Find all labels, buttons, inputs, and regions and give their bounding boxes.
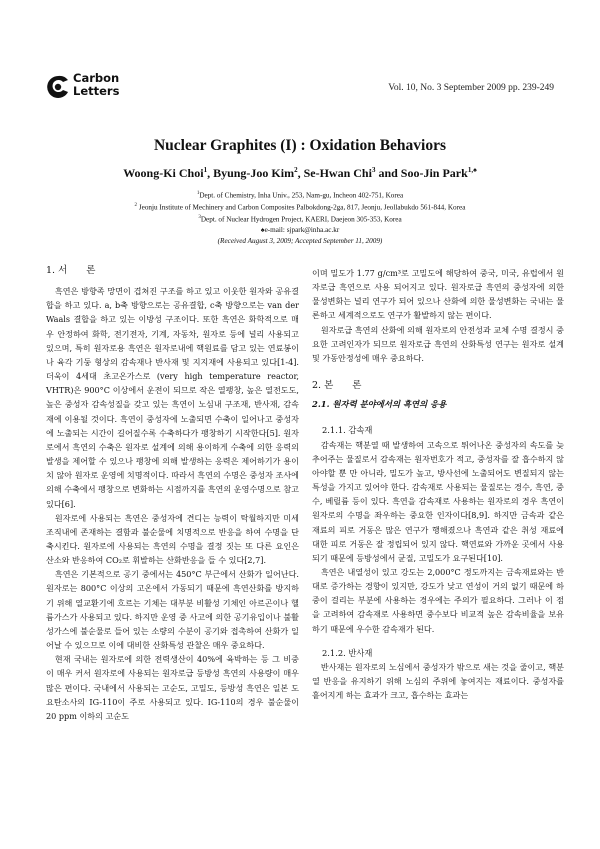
volume-info: Vol. 10, No. 3 September 2009 pp. 239-249 — [388, 83, 554, 93]
author-name: Woong-Ki Choi — [123, 166, 204, 180]
author-sup: 2 — [294, 166, 298, 174]
right-column — [312, 266, 564, 702]
logo-text — [73, 72, 119, 98]
paragraph: 현재 국내는 원자로에 의한 전력생산이 40%에 육박하는 등 그 비중이 매우 커서 원자로에 사용되는 원자로급 등방성 흑연의 사용량이 매우 많은 편이다. 국내에서 사용되는 고순도, 고밀도, 등방성 흑연은 일본 도요탄소사의 IG-110이 주로 사용되고 있다. IG-110의 경우 불순물이 20 ppm 이하의 고순도 — [46, 654, 299, 721]
paragraph: 흑연은 방향족 망면이 겹쳐진 구조를 하고 있고 이웃한 원자와 공유결합을 하고 있다. a, b축 방향으로는 공유결합, c축 방향으로는 van der Waals 결합을 하고 있는 이방성 구조이다. 또한 흑연은 화학적으로 매우 안정하여 화학, 전기전자, 기계, 자동차, 원자로 등에 널리 사용되고 있으며, 특히 원자로용 흑연은 원자로내에 핵원료를 담고 있는 연료봉이나 육각 기둥 형상의 감속재나 반사재 및 지지재에 사용되고 있다[1-4]. 더욱이 4세대 초고온가스로 (very high temperature reactor, VHTR)은 900°C 이상에서 운전이 되므로 작은 열팽창, 높은 열전도도, 높은 중성자 감속성질을 갖고 있는 흑연이 노심내 구조재, 반사재, 감속재에 이용될 것이다. 흑연이 중성자에 노출되면 수축이 일어나고 중성자에 노출되는 시간이 길어질수록 수축하다가 팽창하기 시작한다[5]. 원자로에서 흑연의 수축은 원자로 설계에 의해 용이하게 수축에 의한 응력의 발생을 제어할 수 있으나 팽창에 의해 발생하는 응력은 제어하기가 용이치 않아 원자로 운영에 치명적이다. 따라서 흑연의 수명은 중성자 조사에 의해 수축에서 팽창으로 변화하는 시점까지를 흑연의 운영수명으로 참고 있다[6]. — [46, 286, 299, 509]
paragraph: 원자로급 흑연의 산화에 의해 원자로의 안전성과 교체 수명 결정시 중요한 고려인자가 되므로 원자로급 흑연의 산화특성 연구는 원자로 설계 및 가동안정성에 매우 중요하다. — [312, 324, 564, 363]
section-heading: 1. 서 론 — [46, 265, 96, 276]
author-sup: 1,♠ — [467, 166, 477, 174]
affiliation — [0, 213, 600, 225]
paragraph: 흑연은 내열성이 있고 강도는 2,000°C 정도까지는 금속재료와는 반대로 증가하는 경향이 있지만, 강도가 낮고 연성이 거의 없기 때문에 하중이 걸리는 부분에 사용하는 경우에는 주의가 필요하다. 그러나 이 점을 고려하여 감속재로 사용하면 중수보다 비교적 높은 감속비율을 보유하기 때문에 우수한 감속재가 된다. — [312, 566, 564, 634]
logo-line2: Letters — [73, 84, 120, 98]
author-sup: 3 — [371, 166, 376, 174]
author-sup: 1 — [203, 166, 208, 174]
author-name: Byung-Joo Kim — [213, 166, 295, 180]
affiliation — [0, 189, 600, 201]
subsubsection-heading: 2.1.2. 반사재 — [322, 647, 373, 658]
affiliation-sup: 2 — [134, 202, 138, 208]
paragraph: 감속재는 핵분열 때 발생하여 고속으로 튀어나온 중성자의 속도를 늦추어주는 물질로서 감속재는 원자번호가 적고, 중성자를 잘 흡수하지 않아야할 뿐 만 아니라, 밀도가 높고, 방사선에 노출되어도 변질되지 않는 특성을 가지고 있어야 한다. 감속재로 사용되는 물질로는 경수, 흑연, 중수, 베릴륨 등이 있다. 흑연을 감속재로 사용하는 원자로의 경우 흑연이 원자로의 수명을 좌우하는 중요한 인자이다[8,9]. 하지만 금속과 같은 재료의 피로 거동은 많은 연구가 행해졌으나 흑연과 같은 취성 재료에 대한 피로 거동은 잘 정립되어 있지 않다. 핵연료와 가까운 곳에서 사용되기 때문에 등방성에서 균질, 고밀도가 요구된다[10]. — [312, 439, 564, 563]
journal-logo — [46, 71, 120, 104]
carbon-logo-icon — [46, 74, 70, 100]
email: ♠e-mail: sjpark@inha.ac.kr — [260, 225, 340, 234]
paragraph: 원자로에 사용되는 흑연은 중성자에 견디는 능력이 탁월하지만 미세조직내에 존재하는 결함과 불순물에 치명적으로 반응을 하여 수명을 단축시킨다. 원자로에 사용되는 흑연의 수명을 결정 짓는 또 다른 요인은 산소와 반응하여 CO₂로 휘발하는 산화반응을 들 수 있다[2,7]. — [46, 512, 299, 566]
paper-title: Nuclear Graphites (I) : Oxidation Behaviors — [153, 137, 447, 154]
subsection-heading: 2.1. 원자력 분야에서의 흑연의 응용 — [312, 399, 447, 410]
affiliation-sup: 1 — [196, 191, 200, 196]
affiliation-text: Dept. of Nuclear Hydrogen Project, KAERI, Daejeon 305-353, Korea — [200, 215, 402, 224]
received-dates: (Received August 3, 2009; Accepted September 11, 2009) — [217, 236, 383, 245]
affiliation-text: Dept. of Chemistry, Inha Univ., 253, Nam-gu, Incheon 402-751, Korea — [199, 191, 404, 200]
paragraph: 이며 밀도가 1.77 g/cm³로 고밀도에 해당하여 중국, 미국, 유럽에서 원자로급 흑연으로 사용 되어지고 있다. 원자로급 흑연의 중성자에 의한 물성변화는 널리 연구가 되어 있으나 산화에 의한 물성변화는 국내는 물론하고 세계적으로도 연구가 활발하지 않는 편이다. — [312, 268, 564, 321]
affiliation — [0, 201, 600, 213]
section-heading: 2. 본 론 — [312, 380, 362, 392]
author-list: Woong-Ki Choi$^1$, Byung-Joo Kim$^2$, Se-Hwan Chi$^3$ and Soo-Jin Park$^{1,♠}$ — [123, 166, 477, 180]
paragraph: 흑연은 기본적으로 공기 중에서는 450°C 부근에서 산화가 일어난다. 원자로는 800°C 이상의 고온에서 가동되기 때문에 흑연산화를 방지하기 위해 열교환기에 흐르는 기체는 대부분 비활성 기체인 아르곤이나 헬륨가스가 사용되고 있다. 하지만 운영 중 사고에 의한 공기유입이나 불활성가스에 불순물로 들어 있는 소량의 수분이 공기와 접촉하여 산화가 일어날 수 있으므로 이에 대비한 산화특성 관찰은 매우 중요하다. — [46, 569, 299, 651]
subsubsection-heading: 2.1.1. 감속재 — [322, 425, 373, 436]
logo-line1: Carbon — [73, 71, 120, 85]
affiliation-text: Jeonju Institute of Mechinery and Carbon Composites Palbokdong-2ga, 817, Jeonju, Jeollabukdo 561-844, Korea — [137, 203, 466, 212]
author-name: Se-Hwan Chi — [303, 166, 372, 180]
left-column — [46, 264, 299, 723]
paragraph: 반사재는 원자로의 노심에서 중성자가 밖으로 새는 것을 줄이고, 핵분열 반응을 유지하기 위해 노심의 주위에 놓여지는 재료이다. 중성자를 흩어지게 하는 효과가 크고, 흡수하는 효과는 — [312, 661, 564, 701]
author-name: Soo-Jin Park — [400, 166, 468, 180]
affiliations — [0, 189, 600, 246]
affiliation-sup: 3 — [198, 214, 201, 220]
